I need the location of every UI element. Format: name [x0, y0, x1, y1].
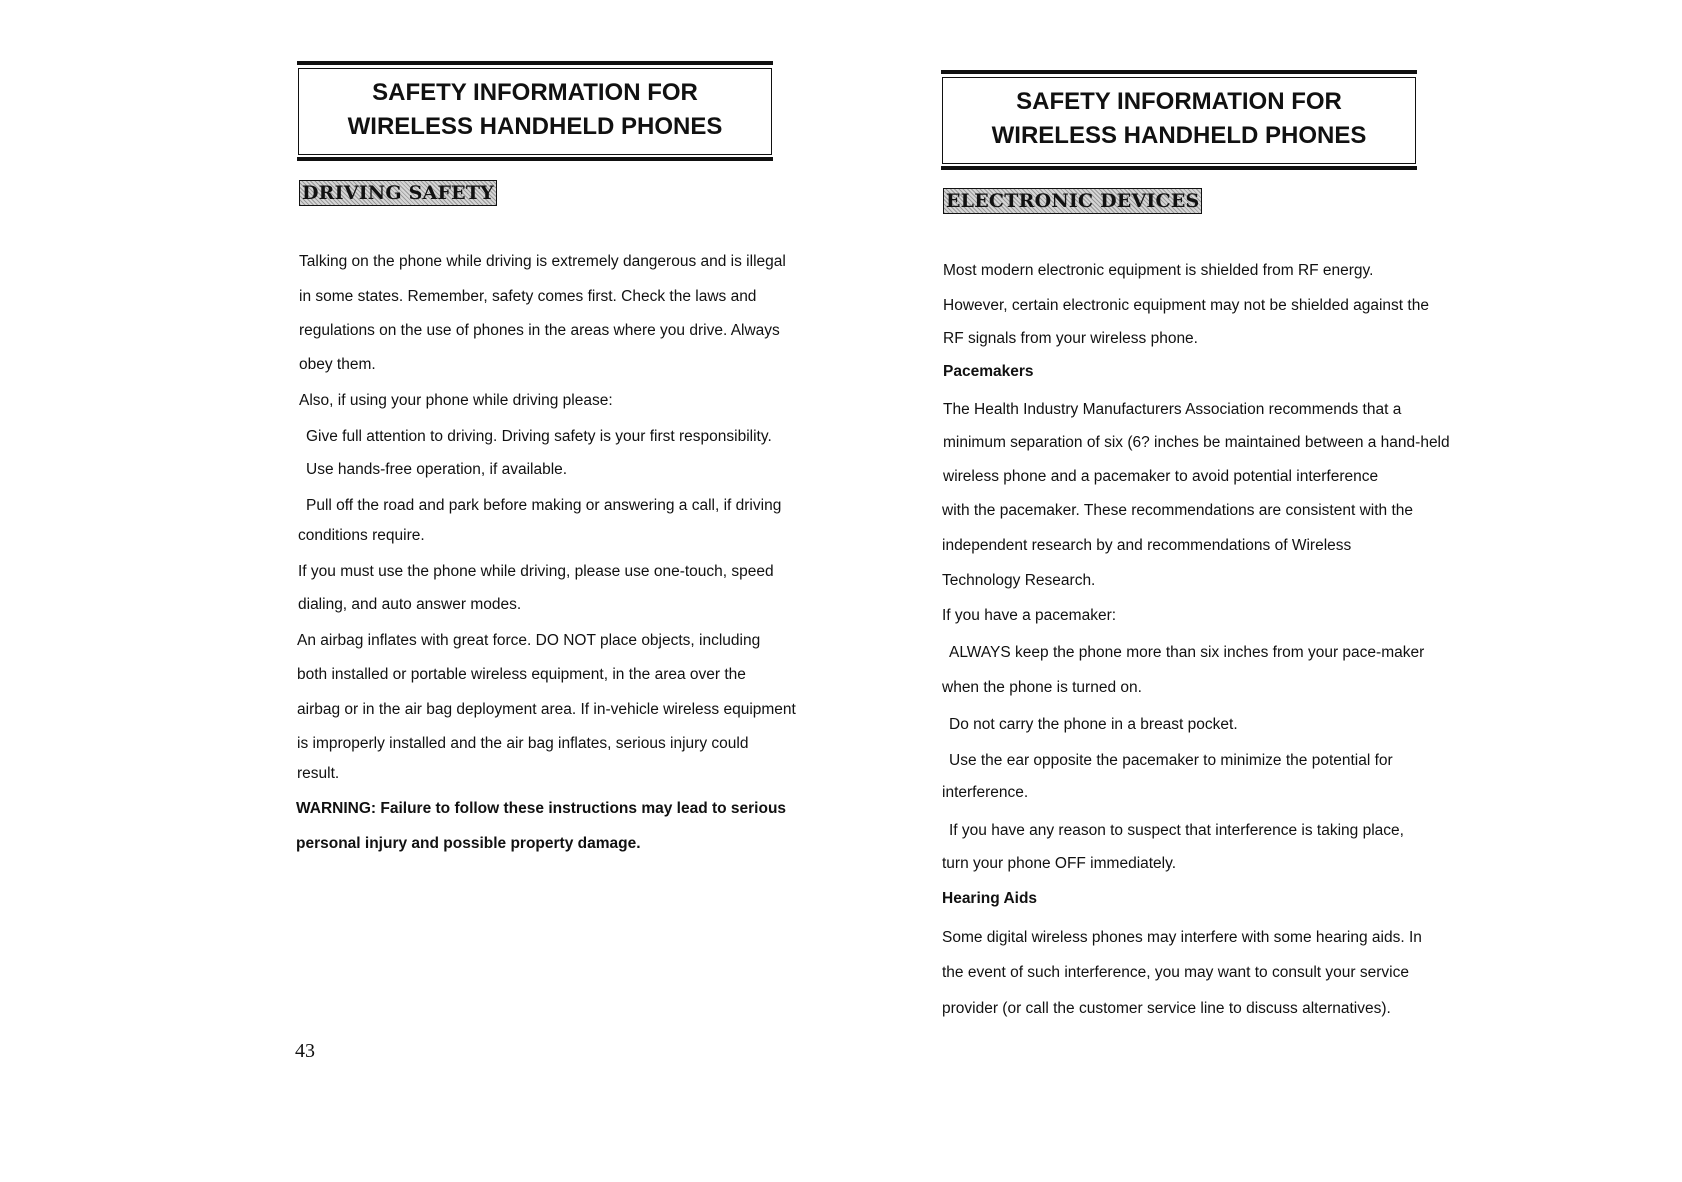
right-text-line: However, certain electronic equipment may not be shielded against the — [943, 297, 1429, 314]
electronic-devices-heading: ELECTRONIC DEVICES — [943, 188, 1202, 214]
right-header-line1: SAFETY INFORMATION FOR — [1016, 88, 1342, 115]
right-text-line: wireless phone and a pacemaker to avoid potential interference — [943, 468, 1379, 485]
driving-safety-heading: DRIVING SAFETY — [299, 180, 497, 206]
right-text-line: Do not carry the phone in a breast pocket. — [949, 716, 1238, 733]
left-text-line: regulations on the use of phones in the areas where you drive. Always — [299, 322, 780, 339]
right-text-line: RF signals from your wireless phone. — [943, 330, 1198, 347]
right-text-line: The Health Industry Manufacturers Association recommends that a — [943, 401, 1402, 418]
right-text-line: the event of such interference, you may want to consult your service — [942, 964, 1409, 981]
right-text-line: If you have any reason to suspect that interference is taking place, — [949, 822, 1404, 839]
hearing-aids-subheading: Hearing Aids — [942, 890, 1038, 907]
left-text-line: result. — [297, 765, 340, 782]
page-number: 43 — [295, 1040, 315, 1062]
right-text-line: If you have a pacemaker: — [942, 607, 1117, 624]
left-text-line: airbag or in the air bag deployment area. If in-vehicle wireless equipment — [297, 701, 796, 718]
right-text-line: ALWAYS keep the phone more than six inches from your pace-maker — [949, 644, 1425, 661]
left-text-line: conditions require. — [298, 527, 425, 544]
right-text-line: interference. — [942, 784, 1029, 801]
right-text-line: independent research by and recommendations of Wireless — [942, 537, 1352, 554]
right-text-line: turn your phone OFF immediately. — [942, 855, 1177, 872]
right-text-line: Technology Research. — [942, 572, 1096, 589]
left-header-line2: WIRELESS HANDHELD PHONES — [347, 113, 723, 140]
left-text-line: Talking on the phone while driving is extremely dangerous and is illegal — [299, 253, 786, 270]
left-text-line: Use hands-free operation, if available. — [306, 461, 568, 478]
right-header-line2: WIRELESS HANDHELD PHONES — [991, 122, 1367, 149]
pacemakers-subheading: Pacemakers — [943, 363, 1034, 380]
left-text-line: Also, if using your phone while driving please: — [299, 392, 613, 409]
right-text-line: Most modern electronic equipment is shielded from RF energy. — [943, 262, 1374, 279]
left-header-line1: SAFETY INFORMATION FOR — [372, 79, 698, 106]
warning-text-line: WARNING: Failure to follow these instructions may lead to serious — [296, 800, 787, 817]
right-text-line: Use the ear opposite the pacemaker to minimize the potential for — [949, 752, 1393, 769]
right-header-box — [942, 77, 1416, 164]
right-text-line: with the pacemaker. These recommendations are consistent with the — [942, 502, 1413, 519]
warning-text-line: personal injury and possible property damage. — [296, 835, 641, 852]
left-text-line: Give full attention to driving. Driving safety is your first responsibility. — [306, 428, 772, 445]
left-text-line: dialing, and auto answer modes. — [298, 596, 522, 613]
right-text-line: minimum separation of six (6? inches be maintained between a hand-held — [943, 434, 1450, 451]
right-text-line: Some digital wireless phones may interfere with some hearing aids. In — [942, 929, 1422, 946]
left-text-line: is improperly installed and the air bag inflates, serious injury could — [297, 735, 749, 752]
right-text-line: provider (or call the customer service line to discuss alternatives). — [942, 1000, 1391, 1017]
left-text-line: in some states. Remember, safety comes first. Check the laws and — [299, 288, 757, 305]
left-text-line: obey them. — [299, 356, 376, 373]
left-text-line: both installed or portable wireless equipment, in the area over the — [297, 666, 746, 683]
left-text-line: Pull off the road and park before making or answering a call, if driving — [306, 497, 782, 514]
right-text-line: when the phone is turned on. — [942, 679, 1142, 696]
left-header-box — [298, 68, 772, 155]
left-text-line: An airbag inflates with great force. DO NOT place objects, including — [297, 632, 761, 649]
left-text-line: If you must use the phone while driving, please use one-touch, speed — [298, 563, 774, 580]
